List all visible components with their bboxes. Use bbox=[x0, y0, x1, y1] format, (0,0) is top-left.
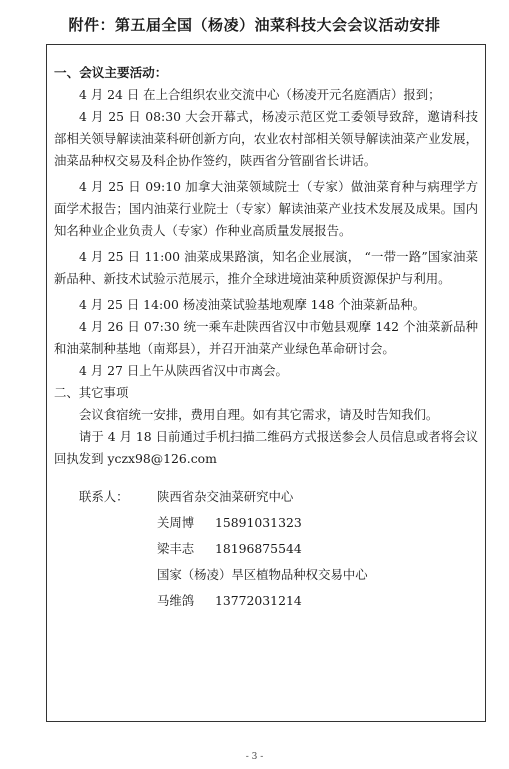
contact-person-row bbox=[54, 510, 478, 536]
activity-item: 4 月 26 日 07:30 统一乘车赴陕西省汉中市勉县观摩 142 个油菜新品种和油菜制种基地（南郑县），并召开油菜产业绿色革命研讨会。 bbox=[54, 319, 478, 356]
contact-organization: 陕西省杂交油菜研究中心 bbox=[157, 489, 294, 504]
contact-name: 马维鸽 bbox=[157, 593, 195, 608]
activity-item: 4 月 25 日 08:30 大会开幕式，杨凌示范区党工委领导致辞，邀请科技部相关领导解读油菜科研创新方向，农业农村部相关领导解读油菜产业发展，油菜品种权交易及科企协作签约，陕西省分管副省长讲话。 bbox=[54, 109, 478, 168]
page-number: - 3 - bbox=[245, 752, 264, 762]
activity-item: 4 月 25 日 14:00 杨凌油菜试验基地观摩 148 个油菜新品种。 bbox=[79, 297, 425, 312]
other-matter-item: 会议食宿统一安排，费用自理。如有其它需求，请及时告知我们。 bbox=[79, 407, 439, 422]
contact-phone: 18196875544 bbox=[215, 541, 302, 556]
activity-item: 4 月 25 日 11:00 油菜成果路演，知名企业展演， “一带一路”国家油菜新品种、新技术试验示范展示，推介全球进境油菜种质资源保护与利用。 bbox=[54, 249, 478, 286]
document-body bbox=[54, 62, 478, 614]
contact-person-row bbox=[54, 588, 478, 614]
contact-org-row bbox=[54, 562, 478, 588]
activity-item: 4 月 25 日 09:10 加拿大油菜领域院士（专家）做油菜育种与病理学方面学术报告；国内油菜行业院士（专家）解读油菜产业技术发展及成果。国内知名种业企业负责人（专家）作种业高质量发展报告。 bbox=[54, 179, 478, 238]
contact-name: 梁丰志 bbox=[157, 541, 195, 556]
contact-name: 关周博 bbox=[157, 515, 195, 530]
contact-phone: 15891031323 bbox=[215, 515, 302, 530]
contact-org-row bbox=[54, 484, 478, 510]
other-matter-item: 请于 4 月 18 日前通过手机扫描二维码方式报送参会人员信息或者将会议回执发到 yczx98@126.com bbox=[54, 429, 478, 466]
activity-item: 4 月 27 日上午从陕西省汉中市离会。 bbox=[79, 363, 288, 378]
contact-organization: 国家（杨凌）旱区植物品种权交易中心 bbox=[157, 567, 368, 582]
document-title: 附件：第五届全国（杨凌）油菜科技大会会议活动安排 bbox=[68, 16, 441, 34]
activity-item: 4 月 24 日 在上合组织农业交流中心（杨凌开元名庭酒店）报到； bbox=[79, 87, 441, 102]
contacts-block bbox=[54, 484, 478, 614]
contact-phone: 13772031214 bbox=[215, 593, 302, 608]
contacts-label: 联系人： bbox=[79, 489, 129, 504]
contact-person-row bbox=[54, 536, 478, 562]
section-heading-other-matters: 二、其它事项 bbox=[54, 385, 129, 400]
section-heading-main-activities: 一、会议主要活动： bbox=[54, 65, 168, 80]
